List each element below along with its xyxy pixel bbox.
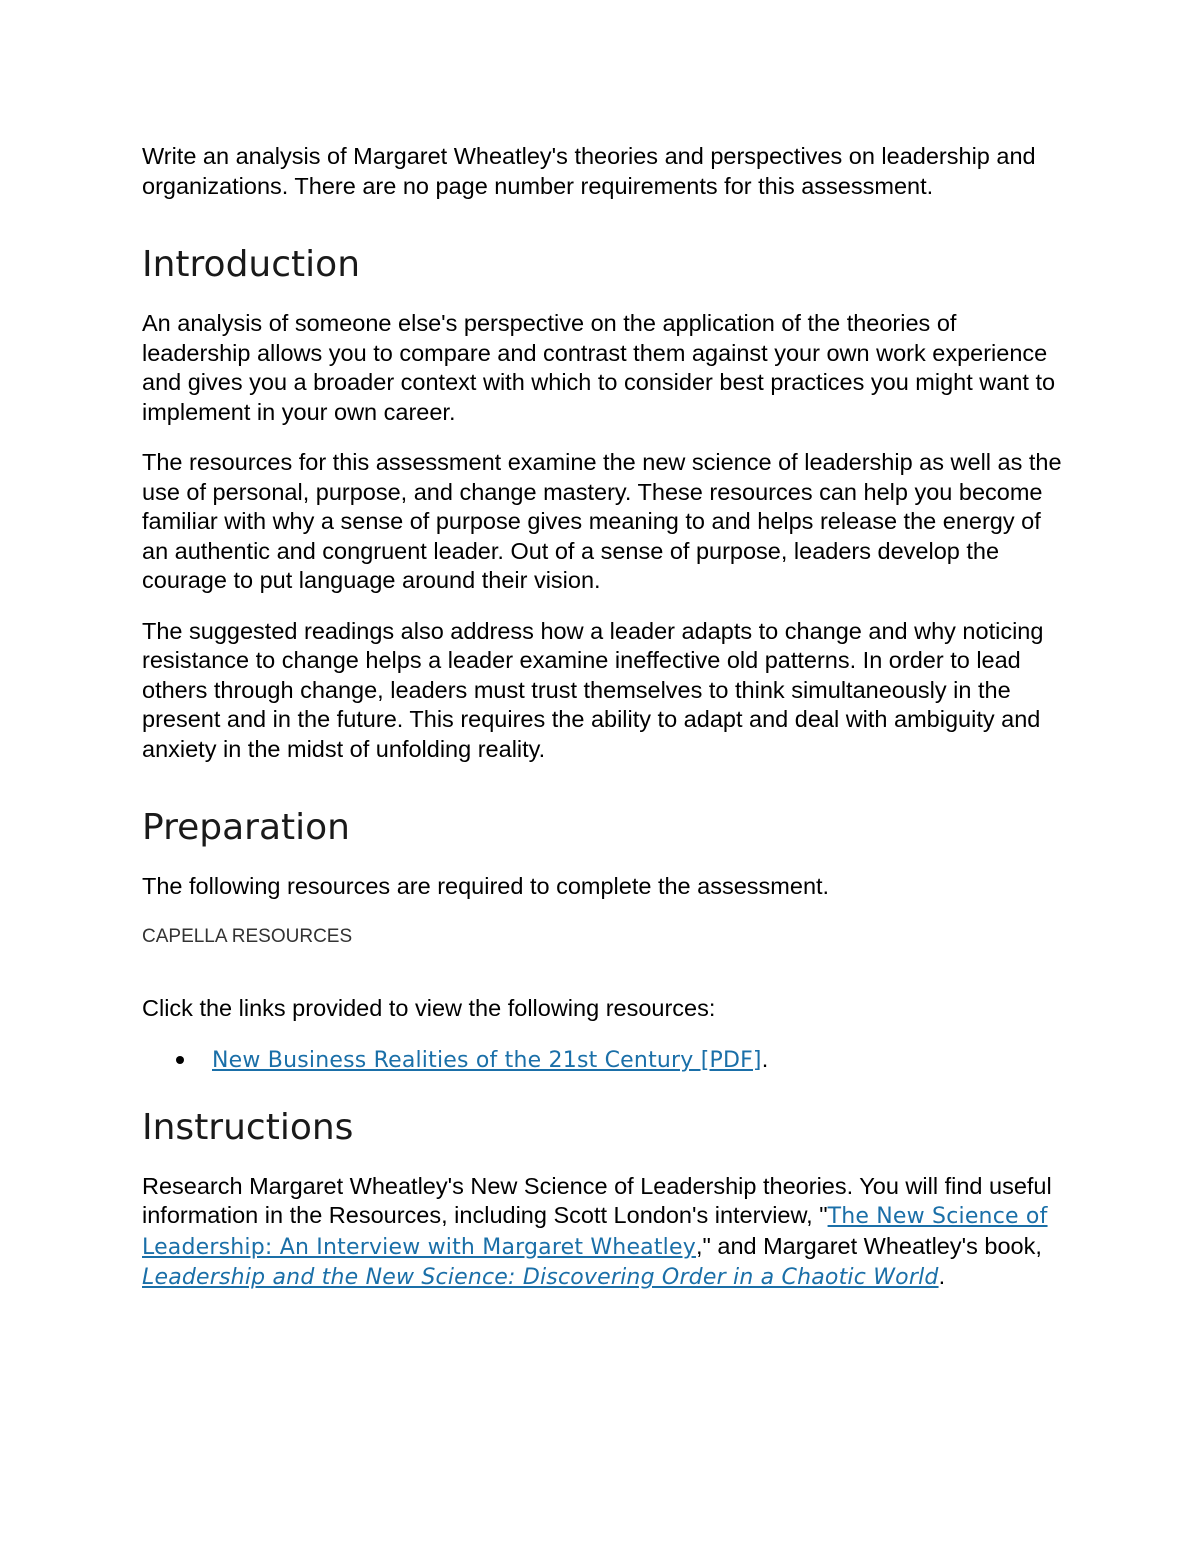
list-item — [142, 1045, 1062, 1076]
required-resources-text: The following resources are required to complete the assessment. — [142, 873, 830, 899]
instructions-text-1: Research Margaret Wheatley's New Science of Leadership theories. You will find useful information in the Resources, including Scott London's interview, " — [142, 1172, 1052, 1228]
instructions-paragraph — [142, 1172, 1062, 1293]
resource-suffix: . — [761, 1046, 769, 1072]
interview-link[interactable]: The New Science of Leadership: An Interview with Margaret Wheatley — [142, 1204, 1048, 1260]
introduction-paragraph-3: The suggested readings also address how a leader adapts to change and why noticing resistance to change helps a leader examine ineffective old patterns. In order to lead others through change, leaders must trust themselves to think simultaneously in the present and in the future. This requires the ability to adapt and deal with ambiguity and anxiety in the midst of unfolding reality. — [142, 617, 1044, 762]
preparation-heading: Preparation — [142, 807, 350, 848]
resource-list — [142, 1045, 1062, 1076]
introduction-paragraph-2: The resources for this assessment examine the new science of leadership as well as the use of personal, purpose, and change mastery. These resources can help you become familiar with why a sense of purpose gives meaning to and helps release the energy of an authentic and congruent leader. Out of a sense of purpose, leaders develop the courage to put language around their vision. — [142, 449, 1062, 593]
instructions-text-3: . — [938, 1263, 946, 1289]
click-links-text: Click the links provided to view the following resources: — [142, 994, 716, 1021]
bullet-icon — [176, 1056, 184, 1064]
document-page — [142, 142, 1062, 1293]
introduction-paragraph-1: An analysis of someone else's perspective on the application of the theories of leadership allows you to compare and contrast them against your own work experience and gives you a broader context with which to consider best practices you might want to implement in your own career. — [142, 310, 1056, 425]
lead-paragraph: Write an analysis of Margaret Wheatley's theories and perspectives on leadership and organizations. There are no page number requirements for this assessment. — [142, 143, 1036, 199]
introduction-heading: Introduction — [142, 244, 361, 285]
instructions-heading: Instructions — [142, 1106, 354, 1148]
capella-resources-label: CAPELLA RESOURCES — [142, 925, 353, 947]
book-link[interactable]: Leadership and the New Science: Discovering Order in a Chaotic World — [142, 1265, 939, 1290]
new-business-realities-link[interactable]: New Business Realities of the 21st Century [PDF] — [212, 1048, 762, 1073]
instructions-text-2: ," and Margaret Wheatley's book, — [695, 1232, 1042, 1259]
